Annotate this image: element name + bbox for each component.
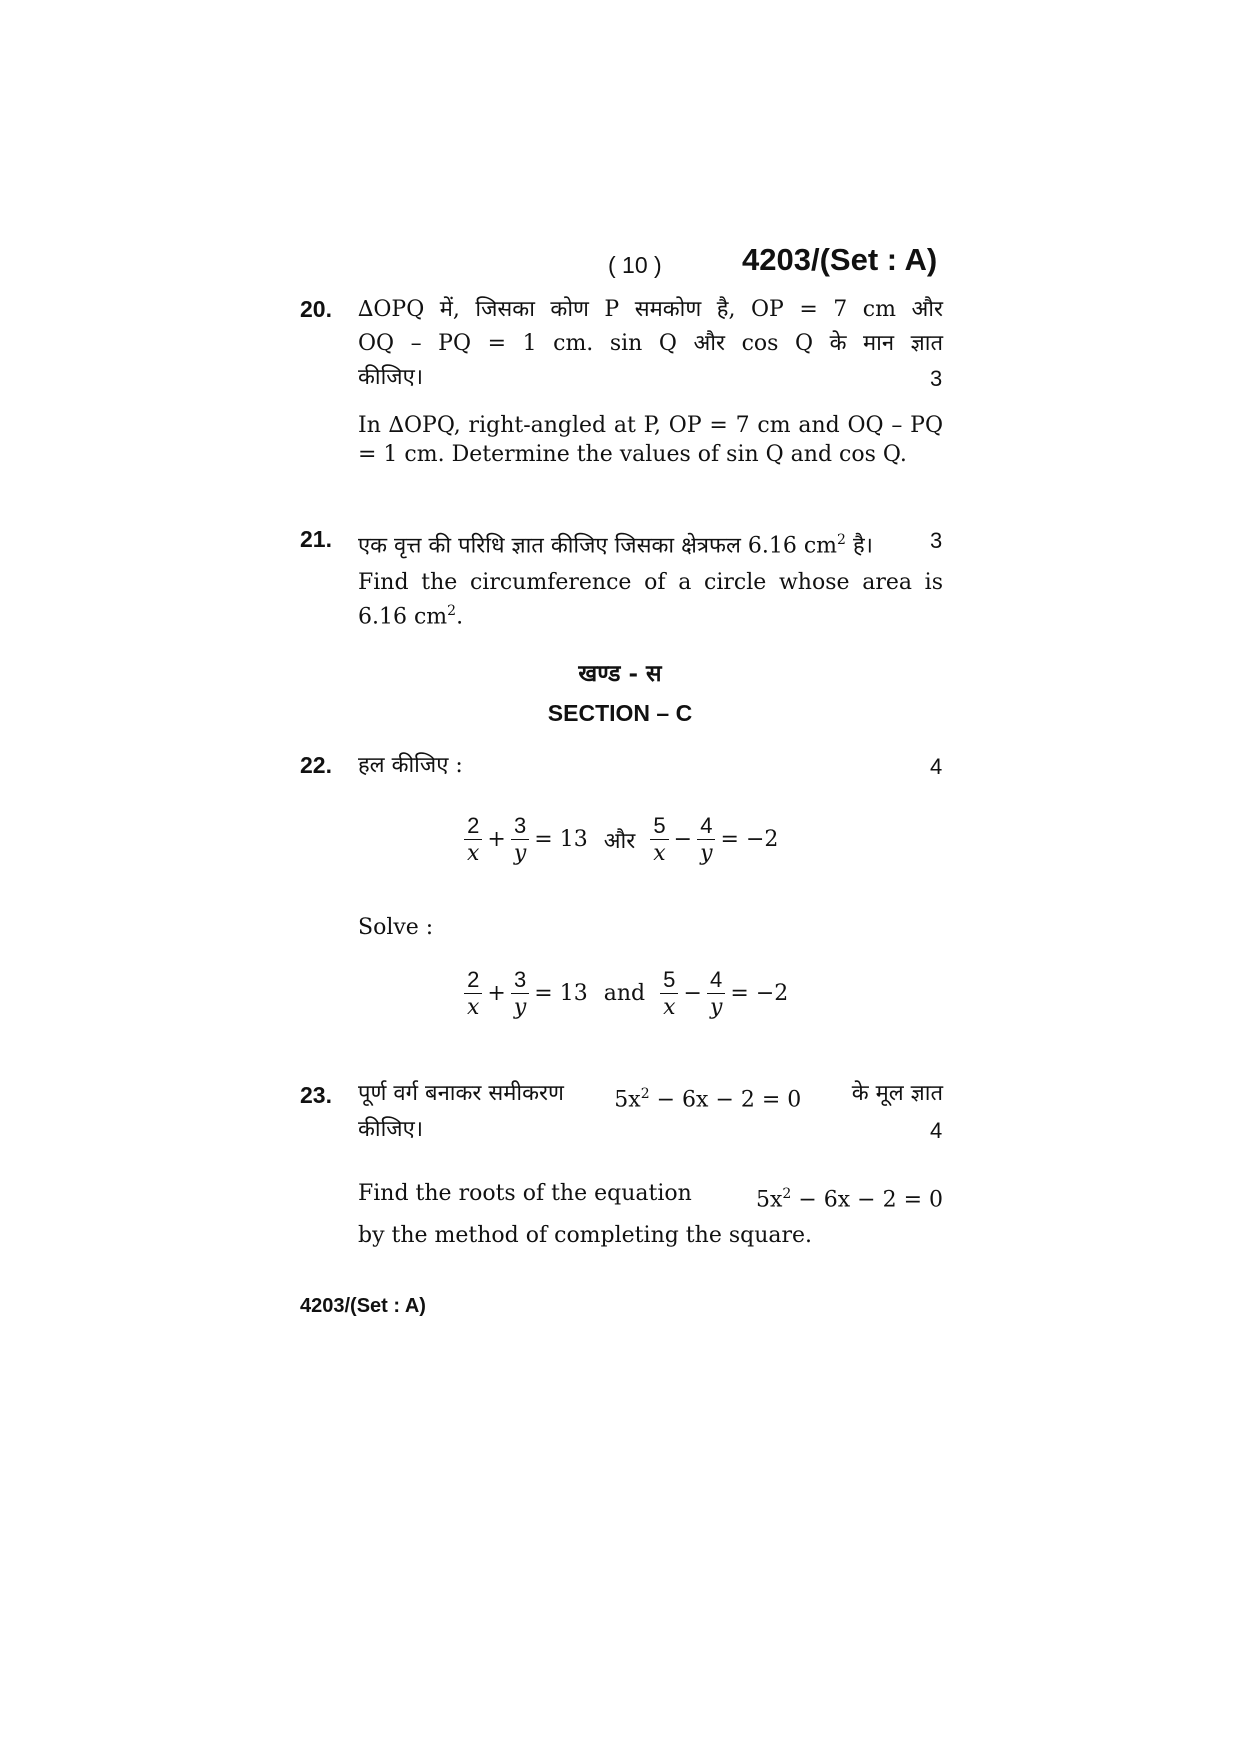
question-20-english: In ∆OPQ, right-angled at P, OP = 7 cm and OQ – PQ = 1 cm. Determine the values of sin Q and cos Q. (358, 413, 943, 467)
paper-code-header: 4203/(Set : A) (742, 242, 938, 277)
equation-pair-english: $\frac{2}{x}$ + $\frac{3}{y}$ = 13 and $\frac{5}{x}$ − $\frac{4}{y}$ = −2 (462, 966, 791, 1021)
question-21-english (358, 568, 943, 631)
question-21-hindi-end: है। (845, 533, 873, 559)
question-21-hindi (358, 526, 943, 560)
fraction-4-over-y: $\frac{4}{y}$ (707, 966, 725, 1021)
fraction-5-over-x: $\frac{5}{x}$ (650, 812, 668, 867)
question-21-number: 21. (300, 526, 332, 552)
question-21-english-text: Find the circumference of a circle whose area is 6.16 cm (358, 570, 943, 630)
connector-word: and (603, 981, 646, 1006)
question-22-number: 22. (300, 752, 332, 778)
fraction-2-over-x: $\frac{2}{x}$ (464, 966, 482, 1021)
connector-word: और (603, 828, 636, 854)
question-21-hindi-text: एक वृत्त की परिधि ज्ञात कीजिए जिसका क्षेत्रफल 6.16 cm (358, 533, 838, 559)
question-23-hindi-line-2: कीजिए। (358, 1117, 424, 1142)
question-23-hindi-line-1 (358, 1080, 943, 1114)
fraction-3-over-y: $\frac{3}{y}$ (511, 812, 529, 867)
page-number: ( 10 ) (608, 252, 662, 278)
section-heading-english: SECTION – C (547, 700, 693, 726)
question-23-english-pre: Find the roots of the equation (358, 1181, 692, 1206)
question-22-marks: 4 (930, 754, 943, 779)
question-20-hindi-line-2: OQ – PQ = 1 cm. sin Q और cos Q के मान ज्ञात (358, 331, 943, 356)
question-22-hindi: हल कीजिए : (358, 753, 463, 778)
question-20-marks: 3 (930, 366, 943, 391)
fraction-3-over-y: $\frac{3}{y}$ (511, 966, 529, 1021)
question-23-marks: 4 (930, 1118, 943, 1143)
question-21-marks: 3 (930, 528, 943, 553)
question-23-hindi-pre: पूर्ण वर्ग बनाकर समीकरण (358, 1081, 564, 1106)
section-heading-hindi: खण्ड - स (578, 660, 662, 687)
question-20-hindi-line-3: कीजिए। (358, 365, 424, 390)
question-20-number: 20. (300, 296, 332, 322)
equation-pair-hindi: $\frac{2}{x}$ + $\frac{3}{y}$ = 13 और $\frac{5}{x}$ − $\frac{4}{y}$ = −2 (462, 812, 781, 867)
question-23-hindi-post: के मूल ज्ञात (851, 1081, 943, 1106)
question-21-english-end: . (456, 604, 464, 630)
question-22-english: Solve : (358, 915, 434, 940)
fraction-5-over-x: $\frac{5}{x}$ (660, 966, 678, 1021)
paper-code-footer: 4203/(Set : A) (300, 1295, 426, 1317)
question-21-english-superscript: 2 (447, 603, 457, 619)
equation-quadratic: $5x^2 - 6x - 2 = 0$ (614, 1086, 802, 1113)
fraction-4-over-y: $\frac{4}{y}$ (697, 812, 715, 867)
equation-quadratic-english: $5x^2 - 6x - 2 = 0$ (756, 1186, 943, 1213)
question-23-number: 23. (300, 1082, 332, 1108)
question-23-english-line-1 (358, 1180, 943, 1214)
question-20-hindi-line-1: ∆OPQ में, जिसका कोण P समकोण है, OP = 7 cm और (358, 297, 943, 322)
question-21-hindi-superscript: 2 (837, 532, 846, 548)
fraction-2-over-x: $\frac{2}{x}$ (464, 812, 482, 867)
question-23-english-line-2: by the method of completing the square. (358, 1223, 813, 1248)
